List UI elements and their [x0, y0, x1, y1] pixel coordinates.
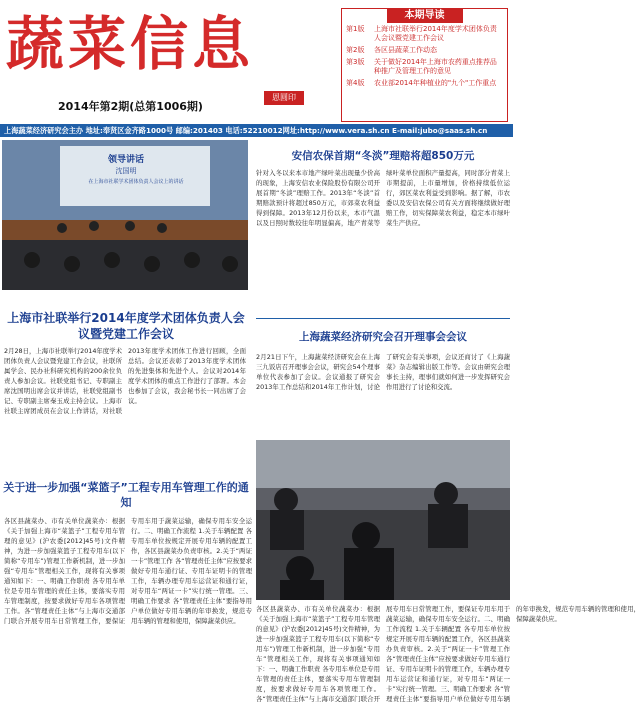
publisher-info-bar: [0, 124, 513, 137]
seal-stamp: 恩圆印: [264, 91, 304, 105]
article-body: 针对入冬以来本市地产绿叶菜出现量少价高的现象，上海安信农业保险股份有限公司开展首期“冬淡”理赔工作。2013年“冬淡”首期赔款预计将超过850万元，市郊菜农利益得到保障。2013年12月份以来，本市气温以及日照时数较往年明显偏高，地产青菜等绿叶菜单位面积产量提高，同时部分青菜上市期提前，上市量增加，价格持续低位运行，郊区菜农利益受到影响。据了解，市农委以及安信农保公司有关方面将继续做好理赔工作，切实保障菜农利益，稳定本市绿叶菜生产供应。: [256, 169, 510, 227]
table-of-contents: [341, 8, 508, 122]
section-divider: [256, 318, 510, 319]
toc-item-label: 各区县蔬菜工作动态: [374, 46, 437, 54]
toc-item[interactable]: [346, 79, 503, 88]
meeting-photo-image: [256, 440, 510, 600]
article-body: 各区县蔬菜办、市有关单位蔬菜办：根据《关于加强上海市“菜篮子”工程专用车管理的意见》(沪农委[2012]45号)文件精神，为进一步加强菜篮子工程专用车(以下简称“专用车”)管理工作新机制，进一步加强“专用车”管理相关工作，现将有关事项通知如下：一、明确工作职责 各专用车单位是专用车管理的责任主体，要落实专用车管理制度，按要求做好专用车各项管理工作。各“管理责任主体”与上海市交通部门联合开展专用车日常管理工作，要保证专用车用于蔬菜运输，确保专用车安全运行。二、明确工作流程 1.关于车辆配置 各专用车单位按规定开展专用车辆的配置工作，各区县蔬菜办负责审核。2.关于“两证一卡”管理工作 各“管理责任主体”应按要求做好专用车通行证、专用车证明卡的管理工作，车辆办理专用车运营证和通行证，对专用车“两证一卡”实行统一管理。三、明确工作要求 各“管理责任主体”要指导用户单位做好专用车辆的年审换发，规范专用车辆的管理和使用，保障蔬菜供应。: [4, 517, 252, 625]
photo-banner-caption: 在上海市社联学术团体负责人会议上的讲话: [88, 179, 184, 185]
toc-item-number: 第1版: [346, 25, 365, 33]
toc-item-label: 上海市社联举行2014年度学术团体负责人会议暨党建工作会议: [374, 25, 497, 42]
article-body: 2月21日下午，上海蔬菜经济研究会在上海三九饭店召开理事会会议，研究会54个理事单位代表参加了会议。会议通报了研究会2013年工作总结和2014年工作计划，讨论了研究会有关事项，会议还商讨了《上海蔬菜》杂志编辑出版工作等。会议由研究会理事长主持，理事们就如何进一步发挥研究会作用进行了讨论和交流。: [256, 353, 510, 391]
article-body: 2月28日，上海市社联举行2014年度学术团体负责人会议暨党建工作会议，社联所属学会、民办社科研究机构的200余位负责人参加会议。社联党组书记、专职副主席沈国明出席会议并讲话，社联党组副书记、专职副主席秦玉成主持会议。上海市社联主席团成员在会议上作讲话，对社联2013年度学术团体工作进行回顾，全面总结。会议还表彰了2013年度学术团体的先进集体和先进个人。会议对2014年度学术团体的重点工作进行了部署。本会也参加了会议，我会秘书长一同出席了会议。: [4, 347, 246, 415]
article-title: 安信农保首期“冬淡”理赔将超850万元: [291, 150, 475, 162]
photo-banner-sub: 沈国明: [115, 167, 137, 175]
issue-number: 2014年第2期(总第1006期): [58, 100, 203, 113]
toc-item-label: 农业部2014年种植业的"九个"工作重点: [374, 79, 497, 87]
toc-item[interactable]: [346, 25, 503, 43]
toc-item[interactable]: [346, 46, 503, 55]
toc-item-number: 第4版: [346, 79, 365, 87]
toc-item-number: 第3版: [346, 58, 365, 66]
toc-item[interactable]: [346, 58, 503, 76]
masthead-title: 蔬菜信息: [6, 10, 255, 78]
article-title: 关于进一步加强“菜篮子”工程专用车管理工作的通知: [3, 481, 249, 509]
article-title: 上海市社联举行2014年度学术团体负责人会议暨党建工作会议: [7, 311, 245, 341]
photo-banner-title: 领导讲话: [107, 155, 144, 165]
meeting-photo: [2, 140, 248, 290]
article-body-continued: 各区县蔬菜办、市有关单位蔬菜办：根据《关于加强上海市“菜篮子”工程专用车管理的意见》(沪农委[2012]45号)文件精神，为进一步加强菜篮子工程专用车(以下简称“专用车”)管理工作新机制，进一步加强“专用车”管理相关工作，现将有关事项通知如下：一、明确工作职责 各专用车单位是专用车管理的责任主体，要落实专用车管理制度，按要求做好专用车各项管理工作。各“管理责任主体”与上海市交通部门联合开展专用车日常管理工作，要保证专用车用于蔬菜运输，确保专用车安全运行。二、明确工作流程 1.关于车辆配置 各专用车单位按规定开展专用车辆的配置工作，各区县蔬菜办负责审核。2.关于“两证一卡”管理工作 各“管理责任主体”应按要求做好专用车通行证、专用车证明卡的管理工作，车辆办理专用车运营证和通行证，对专用车“两证一卡”实行统一管理。三、明确工作要求 各“管理责任主体”要指导用户单位做好专用车辆的年审换发，规范专用车辆的管理和使用，保障蔬菜供应。: [256, 605, 640, 703]
publisher-info-text: 上海蔬菜经济研究会主办 地址:奉贤区金齐路1000号 邮编:201403 电话:52210012网址:http://www.vera.sh.cn E-mail:jubo@saas.sh.cn: [4, 126, 488, 135]
article-title: 上海蔬菜经济研究会召开理事会会议: [299, 331, 467, 343]
meeting-photo: [256, 440, 510, 600]
toc-heading: 本期导读: [342, 9, 507, 23]
toc-item-label: 关于做好2014年上海市农药重点推荐品种推广及管理工作的意见: [374, 58, 497, 75]
toc-item-number: 第2版: [346, 46, 365, 54]
